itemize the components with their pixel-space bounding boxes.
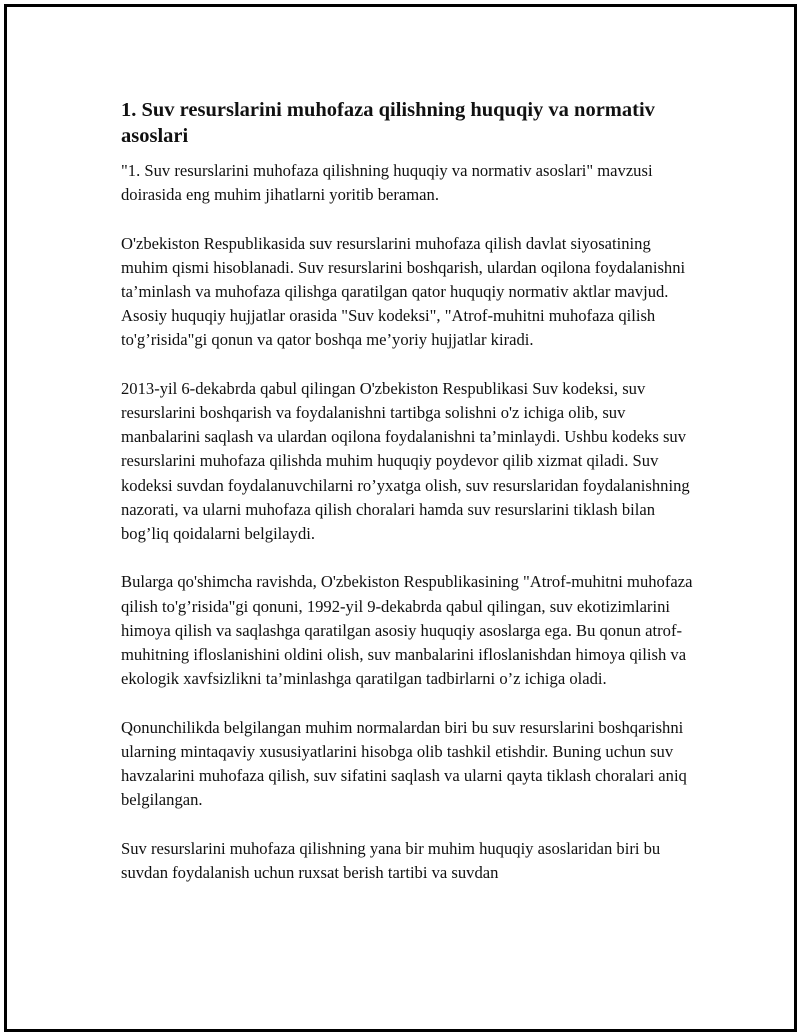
paragraph-environment-law: Bularga qo'shimcha ravishda, O'zbekiston Respublikasining "Atrof-muhitni muhofaza qilish to'g’risida"gi qonuni, 1992-yil 9-dekabrda qabul qilingan, suv ekotizimlarini himoya qilish va saqlashga qaratilgan asosiy huquqiy asoslarga ega. Bu qonun atrof-muhitning ifloslanishini oldini olish, suv manbalarini ifloslanishdan himoya qilish va ekologik xavfsizlikni ta’minlashga qaratilgan tadbirlarni o’z ichiga oladi. (121, 572, 693, 689)
paragraph-intro: "1. Suv resurslarini muhofaza qilishning huquqiy va normativ asoslari" mavzusi doirasida eng muhim jihatlarni yoritib beraman. (121, 161, 653, 205)
paragraph-state-policy: O'zbekiston Respublikasida suv resurslarini muhofaza qilish davlat siyosatining muhim qismi hisoblanadi. Suv resurslarini boshqarish, ulardan oqilona foydalanishni ta’minlash va muhofaza qilishga qaratilgan qator huquqiy normativ aktlar mavjud. Asosiy huquqiy hujjatlar orasida "Suv kodeksi", "Atrof-muhitni muhofaza qilish to'g’risida"gi qonun va qator boshqa me’yoriy hujjatlar kiradi. (121, 233, 686, 350)
paragraph-water-code: 2013-yil 6-dekabrda qabul qilingan O'zbekiston Respublikasi Suv kodeksi, suv resurslarini boshqarish va foydalanishni tartibga solishni o'z ichiga olib, suv manbalarini saqlash va ulardan oqilona foydalanishni ta’minlaydi. Ushbu kodeks suv resurslarini muhofaza qilishda muhim huquqiy poydevor qilib xizmat qiladi. Suv kodeksi suvdan foydalanuvchilarni ro’yxatga olish, suv resurslaridan foydalanishning nazorati, va ularni muhofaza qilish choralari hamda suv resurslarini tiklash bilan bog’liq qoidalarni belgilaydi. (121, 378, 690, 544)
paragraph-regional-management: Qonunchilikda belgilangan muhim normalardan biri bu suv resurslarini boshqarishni ularning mintaqaviy xususiyatlarini hisobga olib tashkil etishdir. Buning uchun suv havzalarini muhofaza qilish, suv sifatini saqlash va ularni qayta tiklash choralari aniq belgilangan. (121, 717, 687, 810)
paragraph-permits: Suv resurslarini muhofaza qilishning yana bir muhim huquqiy asoslaridan biri bu suvdan foydalanish uchun ruxsat berish tartibi va suvdan (121, 838, 661, 882)
document-title: 1. Suv resurslarini muhofaza qilishning huquqiy va normativ asoslari (121, 99, 655, 147)
document-body (121, 97, 693, 909)
document-page (4, 4, 797, 1032)
